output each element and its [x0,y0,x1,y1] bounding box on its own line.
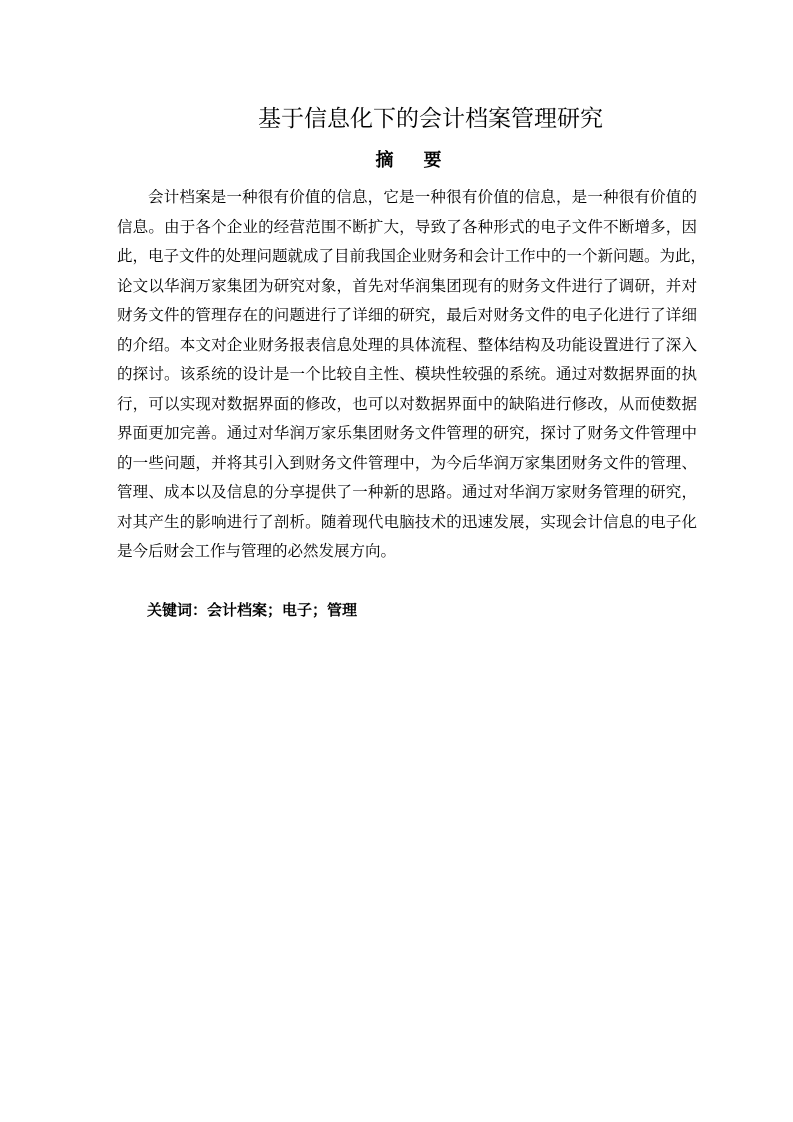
abstract-line: 界面更加完善。通过对华润万家乐集团财务文件管理的研究，探讨了财务文件管理中 [117,424,697,442]
abstract-line: 行，可以实现对数据界面的修改，也可以对数据界面中的缺陷进行修改，从而使数据 [117,394,697,413]
paper-title: 基于信息化下的会计档案管理研究 [258,106,603,132]
keywords: 关键词：会计档案；电子；管理 [147,601,358,619]
abstract-line: 会计档案是一种很有价值的信息，它是一种很有价值的信息，是一种很有价值的 [148,188,697,206]
abstract-line: 的介绍。本文对企业财务报表信息处理的具体流程、整体结构及功能设置进行了深入 [117,335,697,354]
abstract-line: 信息。由于各个企业的经营范围不断扩大，导致了各种形式的电子文件不断增多，因 [117,217,697,236]
abstract-body [117,183,707,567]
abstract-line: 财务文件的管理存在的问题进行了详细的研究，最后对财务文件的电子化进行了详细 [117,306,697,324]
abstract-line: 管理、成本以及信息的分享提供了一种新的思路。通过对华润万家财务管理的研究， [117,483,697,501]
abstract-heading: 摘要 [375,150,472,171]
abstract-line: 此，电子文件的处理问题就成了目前我国企业财务和会计工作中的一个新问题。为此， [117,247,707,265]
abstract-line: 的一些问题，并将其引入到财务文件管理中，为今后华润万家集团财务文件的管理、 [117,453,697,472]
abstract-line: 对其产生的影响进行了剖析。随着现代电脑技术的迅速发展，实现会计信息的电子化 [117,512,697,531]
abstract-line: 是今后财会工作与管理的必然发展方向。 [117,542,397,560]
abstract-line: 论文以华润万家集团为研究对象，首先对华润集团现有的财务文件进行了调研，并对 [117,276,697,295]
abstract-line: 的探讨。该系统的设计是一个比较自主性、模块性较强的系统。通过对数据界面的执 [117,365,697,383]
